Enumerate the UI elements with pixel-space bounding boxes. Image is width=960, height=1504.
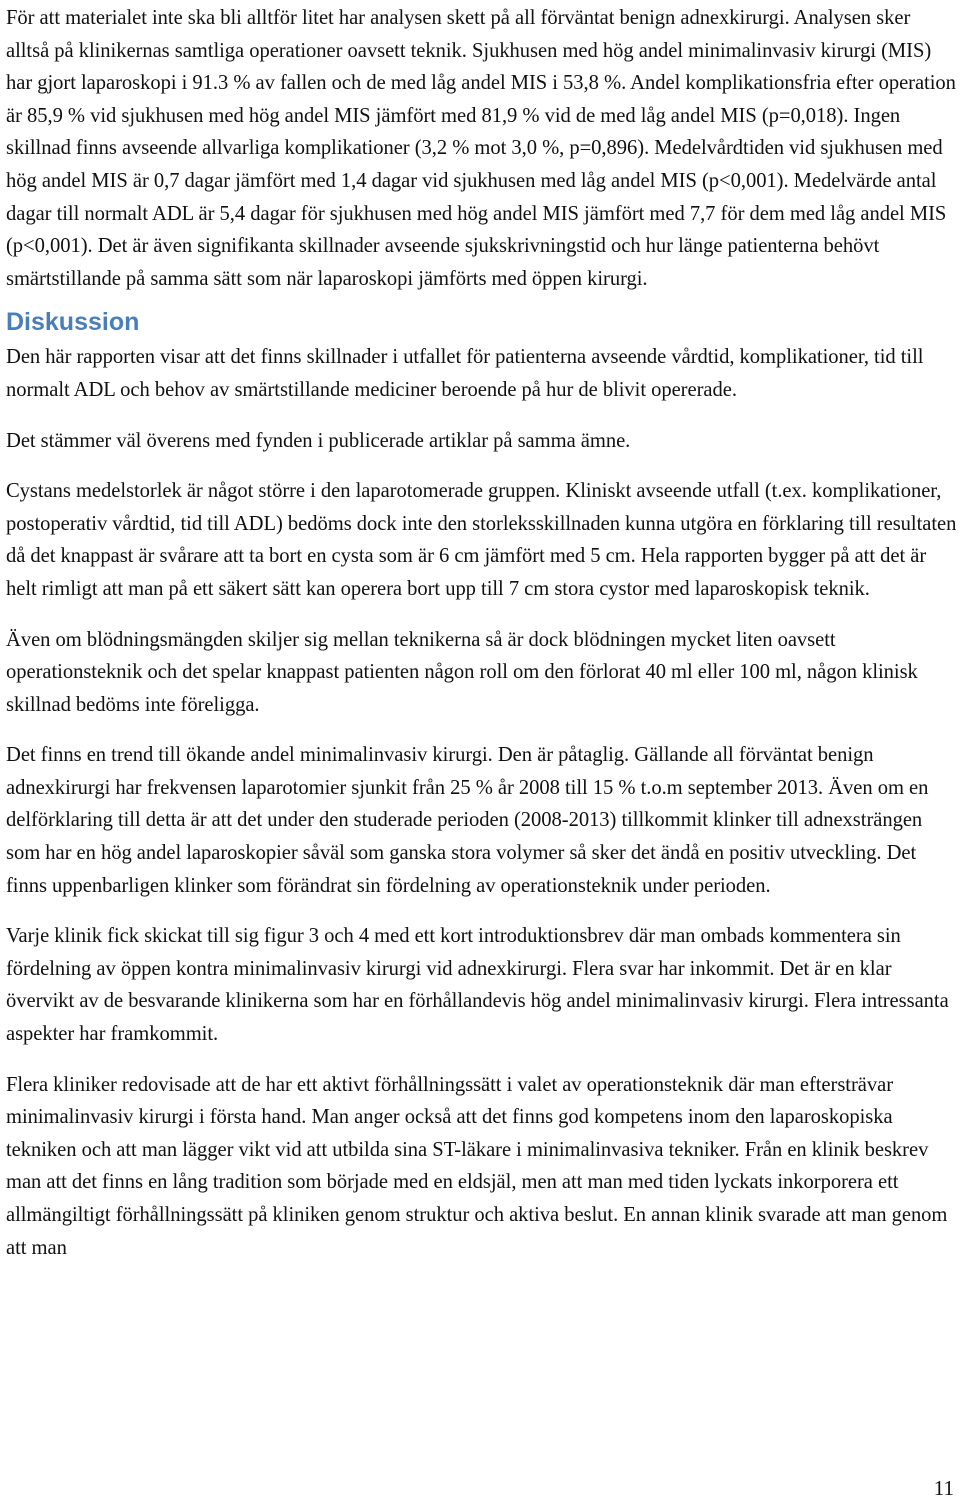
paragraph-4: Även om blödningsmängden skiljer sig mellan teknikerna så är dock blödningen mycket liten oavsett operationsteknik och det spelar knappast patienten någon roll om den förlorat 40 ml eller 100 ml, någon klinisk skillnad bedöms inte föreligga. (6, 628, 918, 716)
paragraph-3: Cystans medelstorlek är något större i den laparotomerade gruppen. Kliniskt avseende utfall (t.ex. komplikationer, postoperativ vårdtid, tid till ADL) bedöms dock inte den storleksskillnaden kunna utgöra en förklaring till resultaten då det knappast är svårare att ta bort en cysta som är 6 cm jämfört med 5 cm. Hela rapporten bygger på att det är helt rimligt att man på ett säkert sätt kan operera bort upp till 7 cm stora cystor med laparoskopisk teknik. (6, 480, 957, 600)
paragraph-2: Det stämmer väl överens med fynden i publicerade artiklar på samma ämne. (6, 429, 631, 452)
paragraph-1: Den här rapporten visar att det finns skillnader i utfallet för patienterna avseende vårdtid, komplikationer, tid till normalt ADL och behov av smärtstillande mediciner beroende på hur de blivit opererade. (6, 346, 924, 401)
paragraph-7: Flera kliniker redovisade att de har ett aktivt förhållningssätt i valet av operationsteknik där man eftersträvar minimalinvasiv kirurgi i första hand. Man anger också att det finns god kompetens inom den laparoskopiska tekniken och att man lägger vikt vid att utbilda sina ST-läkare i minimalinvasiva tekniker. Från en klinik beskrev man att det finns en lång tradition som började med en eldsjäl, men att man med tiden lyckats inkorporera ett allmängiltigt förhållningssätt på kliniken genom struktur och aktiva beslut. En annan klinik svarade att man genom att man (6, 1073, 948, 1259)
section-heading-diskussion: Diskussion (6, 308, 140, 337)
intro-paragraph: För att materialet inte ska bli alltför litet har analysen skett på all förväntat benign adnexkirurgi. Analysen sker alltså på klinikernas samtliga operationer oavsett teknik. Sjukhusen med hög andel minimalinvasiv kirurgi (MIS) har gjort laparoskopi i 91.3 % av fallen och de med låg andel MIS i 53,8 %. Andel komplikationsfria efter operation är 85,9 % vid sjukhusen med hög andel MIS jämfört med 81,9 % vid de med låg andel MIS (p=0,018). Ingen skillnad finns avseende allvarliga komplikationer (3,2 % mot 3,0 %, p=0,896). Medelvårdtiden vid sjukhusen med hög andel MIS är 0,7 dagar jämfört med 1,4 dagar vid sjukhusen med låg andel MIS (p<0,001). Medelvärde antal dagar till normalt ADL är 5,4 dagar för sjukhusen med hög andel MIS jämfört med 7,7 för dem med låg andel MIS (p<0,001). Det är även signifikanta skillnader avseende sjukskrivningstid och hur länge patienterna behövt smärtstillande på samma sätt som när laparoskopi jämförts med öppen kirurgi. (6, 7, 956, 290)
paragraph-5: Det finns en trend till ökande andel minimalinvasiv kirurgi. Den är påtaglig. Gällande all förväntat benign adnexkirurgi har frekvensen laparotomier sjunkit från 25 % år 2008 till 15 % t.o.m september 2013. Även om en delförklaring till detta är att det under den studerade perioden (2008-2013) tillkommit klinker till adnexsträngen som har en hög andel laparoskopier såväl som ganska stora volymer så sker det ändå en positiv utveckling. Det finns uppenbarligen klinker som förändrat sin fördelning av operationsteknik under perioden. (6, 744, 929, 897)
document-page (6, 2, 958, 1264)
paragraph-6: Varje klinik fick skickat till sig figur 3 och 4 med ett kort introduktionsbrev där man ombads kommentera sin fördelning av öppen kontra minimalinvasiv kirurgi vid adnexkirurgi. Flera svar har inkommit. Det är en klar övervikt av de besvarande klinikerna som har en förhållandevis hög andel minimalinvasiv kirurgi. Flera intressanta aspekter har framkommit. (6, 925, 949, 1046)
page-number: 11 (933, 1476, 954, 1500)
